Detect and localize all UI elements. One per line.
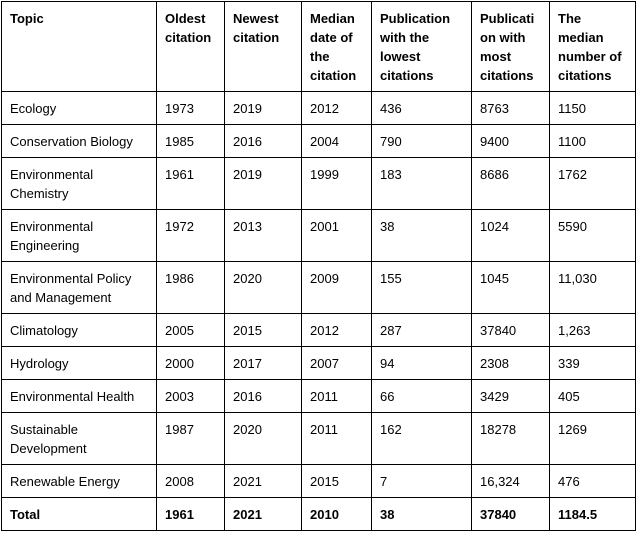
cell-newest: 2016 bbox=[225, 380, 302, 413]
table-header-row bbox=[2, 2, 636, 92]
cell-topic: Hydrology bbox=[2, 347, 157, 380]
table-row bbox=[2, 465, 636, 498]
total-median-date: 2010 bbox=[302, 498, 372, 531]
cell-median-date: 2007 bbox=[302, 347, 372, 380]
cell-median-count: 11,030 bbox=[550, 262, 636, 314]
cell-topic: Sustainable Development bbox=[2, 413, 157, 465]
cell-median-date: 2012 bbox=[302, 92, 372, 125]
cell-lowest: 287 bbox=[372, 314, 472, 347]
cell-oldest: 2008 bbox=[157, 465, 225, 498]
cell-newest: 2021 bbox=[225, 465, 302, 498]
cell-median-count: 1150 bbox=[550, 92, 636, 125]
total-median-count: 1184.5 bbox=[550, 498, 636, 531]
header-most-citations: Publication with most citations bbox=[472, 2, 550, 92]
header-median-citations: The median number of citations bbox=[550, 2, 636, 92]
table-total-row bbox=[2, 498, 636, 531]
cell-most: 2308 bbox=[472, 347, 550, 380]
cell-newest: 2017 bbox=[225, 347, 302, 380]
table-row bbox=[2, 380, 636, 413]
cell-lowest: 183 bbox=[372, 158, 472, 210]
cell-newest: 2013 bbox=[225, 210, 302, 262]
cell-topic: Conservation Biology bbox=[2, 125, 157, 158]
cell-median-date: 2001 bbox=[302, 210, 372, 262]
header-topic: Topic bbox=[2, 2, 157, 92]
cell-topic: Environmental Chemistry bbox=[2, 158, 157, 210]
total-newest: 2021 bbox=[225, 498, 302, 531]
cell-median-date: 2015 bbox=[302, 465, 372, 498]
cell-oldest: 1961 bbox=[157, 158, 225, 210]
cell-most: 9400 bbox=[472, 125, 550, 158]
cell-lowest: 66 bbox=[372, 380, 472, 413]
cell-most: 37840 bbox=[472, 314, 550, 347]
cell-oldest: 1972 bbox=[157, 210, 225, 262]
table-row bbox=[2, 347, 636, 380]
cell-lowest: 7 bbox=[372, 465, 472, 498]
header-oldest-citation: Oldest citation bbox=[157, 2, 225, 92]
cell-lowest: 436 bbox=[372, 92, 472, 125]
table-row bbox=[2, 210, 636, 262]
cell-oldest: 1986 bbox=[157, 262, 225, 314]
cell-oldest: 1987 bbox=[157, 413, 225, 465]
cell-newest: 2015 bbox=[225, 314, 302, 347]
cell-median-date: 2012 bbox=[302, 314, 372, 347]
cell-newest: 2020 bbox=[225, 413, 302, 465]
cell-median-count: 1,263 bbox=[550, 314, 636, 347]
cell-median-count: 339 bbox=[550, 347, 636, 380]
cell-oldest: 2000 bbox=[157, 347, 225, 380]
cell-median-date: 2009 bbox=[302, 262, 372, 314]
table-row bbox=[2, 262, 636, 314]
cell-topic: Ecology bbox=[2, 92, 157, 125]
cell-lowest: 162 bbox=[372, 413, 472, 465]
cell-median-count: 1269 bbox=[550, 413, 636, 465]
cell-topic: Environmental Health bbox=[2, 380, 157, 413]
cell-newest: 2019 bbox=[225, 92, 302, 125]
table-row bbox=[2, 125, 636, 158]
total-oldest: 1961 bbox=[157, 498, 225, 531]
table-row bbox=[2, 92, 636, 125]
total-lowest: 38 bbox=[372, 498, 472, 531]
cell-median-count: 1762 bbox=[550, 158, 636, 210]
header-lowest-citations: Publication with the lowest citations bbox=[372, 2, 472, 92]
cell-most: 1045 bbox=[472, 262, 550, 314]
cell-median-date: 2011 bbox=[302, 380, 372, 413]
cell-most: 3429 bbox=[472, 380, 550, 413]
cell-median-date: 1999 bbox=[302, 158, 372, 210]
table-row bbox=[2, 413, 636, 465]
cell-topic: Climatology bbox=[2, 314, 157, 347]
cell-most: 18278 bbox=[472, 413, 550, 465]
cell-oldest: 1973 bbox=[157, 92, 225, 125]
cell-newest: 2020 bbox=[225, 262, 302, 314]
cell-most: 16,324 bbox=[472, 465, 550, 498]
cell-newest: 2016 bbox=[225, 125, 302, 158]
cell-most: 8763 bbox=[472, 92, 550, 125]
cell-topic: Environmental Policy and Management bbox=[2, 262, 157, 314]
citations-table bbox=[1, 1, 636, 531]
cell-median-count: 5590 bbox=[550, 210, 636, 262]
cell-lowest: 38 bbox=[372, 210, 472, 262]
cell-lowest: 94 bbox=[372, 347, 472, 380]
total-most: 37840 bbox=[472, 498, 550, 531]
header-newest-citation: Newest citation bbox=[225, 2, 302, 92]
cell-median-count: 405 bbox=[550, 380, 636, 413]
cell-lowest: 155 bbox=[372, 262, 472, 314]
header-median-date: Median date of the citation bbox=[302, 2, 372, 92]
cell-median-count: 1100 bbox=[550, 125, 636, 158]
total-label: Total bbox=[2, 498, 157, 531]
cell-oldest: 1985 bbox=[157, 125, 225, 158]
cell-median-date: 2011 bbox=[302, 413, 372, 465]
cell-median-count: 476 bbox=[550, 465, 636, 498]
table-row bbox=[2, 314, 636, 347]
cell-median-date: 2004 bbox=[302, 125, 372, 158]
cell-oldest: 2003 bbox=[157, 380, 225, 413]
cell-most: 8686 bbox=[472, 158, 550, 210]
table-row bbox=[2, 158, 636, 210]
cell-oldest: 2005 bbox=[157, 314, 225, 347]
cell-newest: 2019 bbox=[225, 158, 302, 210]
cell-most: 1024 bbox=[472, 210, 550, 262]
cell-lowest: 790 bbox=[372, 125, 472, 158]
cell-topic: Environmental Engineering bbox=[2, 210, 157, 262]
cell-topic: Renewable Energy bbox=[2, 465, 157, 498]
